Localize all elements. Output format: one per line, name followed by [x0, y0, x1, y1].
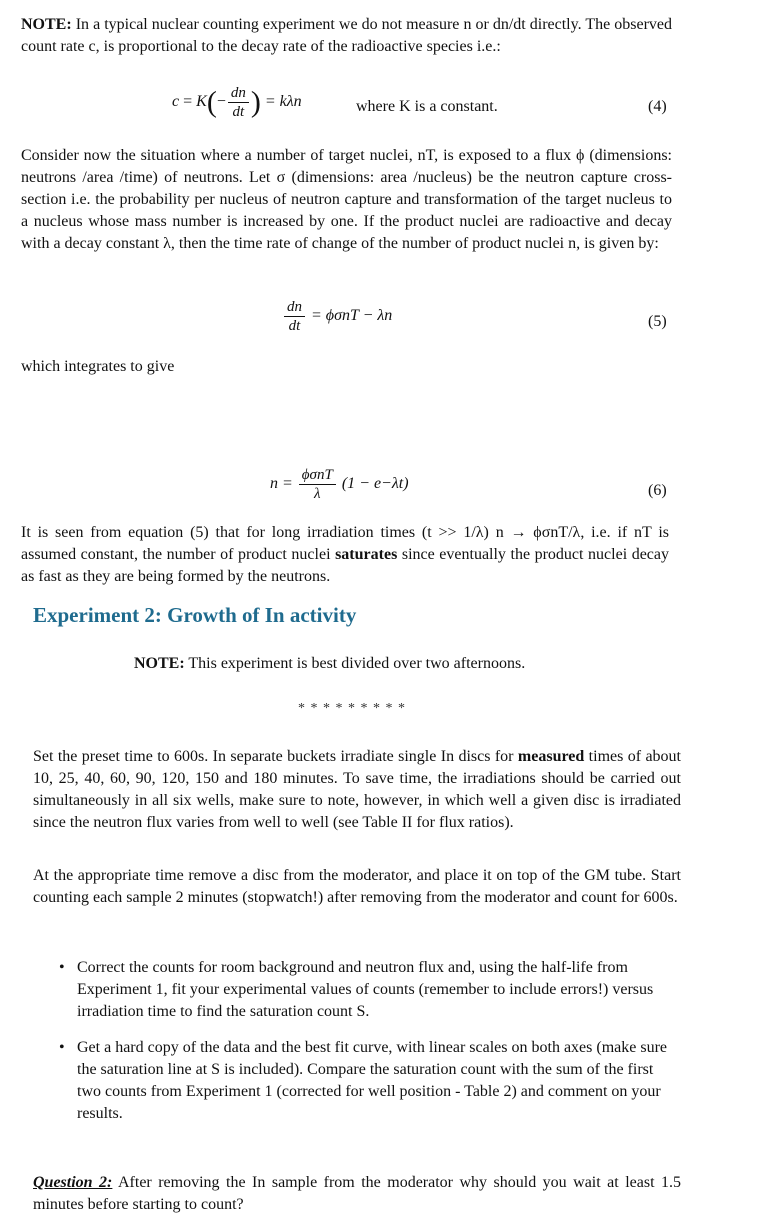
question-label: Question 2:	[33, 1174, 113, 1191]
note-paragraph	[21, 14, 672, 58]
preset-paragraph	[33, 746, 681, 834]
eq5-denominator: dt	[288, 318, 301, 334]
eq4-fraction	[228, 84, 249, 121]
eq6-lhs: n =	[270, 475, 293, 493]
list-item-text: Get a hard copy of the data and the best fit curve, with linear scales on both axes (make sure the saturation line at S is included). Compare the saturation count with the sum of the first two counts from Experiment 1 (corrected for well position - Table 2) and comment on your results.	[77, 1039, 668, 1122]
saturation-text-before: It is seen from equation (5) that for long irradiation times (t >> 1/λ) n → ϕσnT/λ, i.e. if nT is assumed constant, the number of product nuclei	[21, 524, 669, 563]
eq4-where: where K is a constant.	[356, 98, 498, 115]
removal-paragraph: At the appropriate time remove a disc from the moderator, and place it on top of the GM tube. Start counting each sample 2 minutes (stopwatch!) after removing from the moderator and count for 600s.	[33, 867, 681, 906]
note-label: NOTE:	[21, 16, 72, 33]
eq4-number: (4)	[648, 98, 667, 115]
list-item-text: Correct the counts for room background and neutron flux and, using the half-life from Experiment 1, fit your experimental values of counts (remember to include errors!) versus irradiation time to find the saturation count S.	[77, 959, 654, 1020]
eq6-number: (6)	[648, 482, 667, 499]
eq6-numerator: ϕσnT	[299, 466, 336, 485]
eq6-rhs: (1 − e−λt)	[341, 475, 409, 493]
consider-paragraph: Consider now the situation where a number of target nuclei, nT, is exposed to a flux ϕ (dimensions: neutrons /area /time) of neutrons. Let σ (dimensions: area /nucleus) be the neutron capture cross-section i.e. the probability per nucleus of neutron capture and transformation of the target nucleus to a nucleus whose mass number is increased by one. If the product nuclei are radioactive and decay with a decay constant λ, then the time rate of change of the number of product nuclei n, is given by:	[21, 147, 672, 252]
bullet-icon: •	[59, 959, 65, 976]
note2-text: This experiment is best divided over two afternoons.	[184, 655, 526, 672]
eq4-close-paren: )	[250, 85, 261, 119]
question-text: After removing the In sample from the moderator why should you wait at least 1.5 minutes before starting to count?	[33, 1174, 681, 1213]
list-item	[59, 1037, 673, 1125]
saturation-paragraph	[21, 522, 669, 588]
eq4-rhs: = kλn	[264, 93, 302, 111]
eq4-denominator: dt	[232, 104, 245, 120]
integrates-text: which integrates to give	[21, 358, 175, 375]
eq5-rhs: = ϕσnT − λn	[311, 307, 393, 325]
note-text: In a typical nuclear counting experiment we do not measure n or dn/dt directly. The observed count rate c, is proportional to the decay rate of the radioactive species i.e.:	[21, 16, 672, 55]
eq4-c: c	[172, 93, 180, 111]
equation-6	[270, 466, 510, 503]
equation-5	[282, 298, 522, 335]
eq5-numerator: dn	[284, 298, 305, 317]
instructions-list	[59, 957, 673, 1125]
note2-label: NOTE:	[134, 655, 185, 672]
saturation-bold: saturates	[335, 546, 398, 563]
eq4-equals: =	[183, 93, 193, 111]
stars-divider: * * * * * * * * *	[298, 701, 406, 716]
eq4-K: K	[196, 93, 207, 111]
eq6-denominator: λ	[314, 486, 321, 502]
eq5-fraction	[284, 298, 305, 335]
eq4-open-paren: (	[206, 85, 217, 119]
preset-bold: measured	[517, 748, 585, 765]
section-heading: Experiment 2: Growth of In activity	[33, 603, 357, 627]
list-item	[59, 957, 673, 1023]
saturation-text-after: since eventually the product nuclei decay as fast as they are being formed by the neutrons.	[21, 546, 670, 585]
question-paragraph	[33, 1172, 681, 1216]
equation-4: c = K(− $\frac{dn}{dt}$ ) = kλn	[172, 85, 302, 120]
note2-paragraph	[134, 653, 525, 675]
eq6-fraction	[299, 466, 336, 503]
eq4-numerator: dn	[228, 84, 249, 103]
bullet-icon: •	[59, 1039, 65, 1056]
eq5-number: (5)	[648, 313, 667, 330]
preset-text-after: times of about 10, 25, 40, 60, 90, 120, 150 and 180 minutes. To save time, the irradiations should be carried out simultaneously in all six wells, make sure to note, however, in which well a given disc is irradiated since the neutron flux varies from well to well (see Table II for flux ratios).	[33, 748, 681, 831]
preset-text-before: Set the preset time to 600s. In separate buckets irradiate single In discs for	[33, 748, 518, 765]
